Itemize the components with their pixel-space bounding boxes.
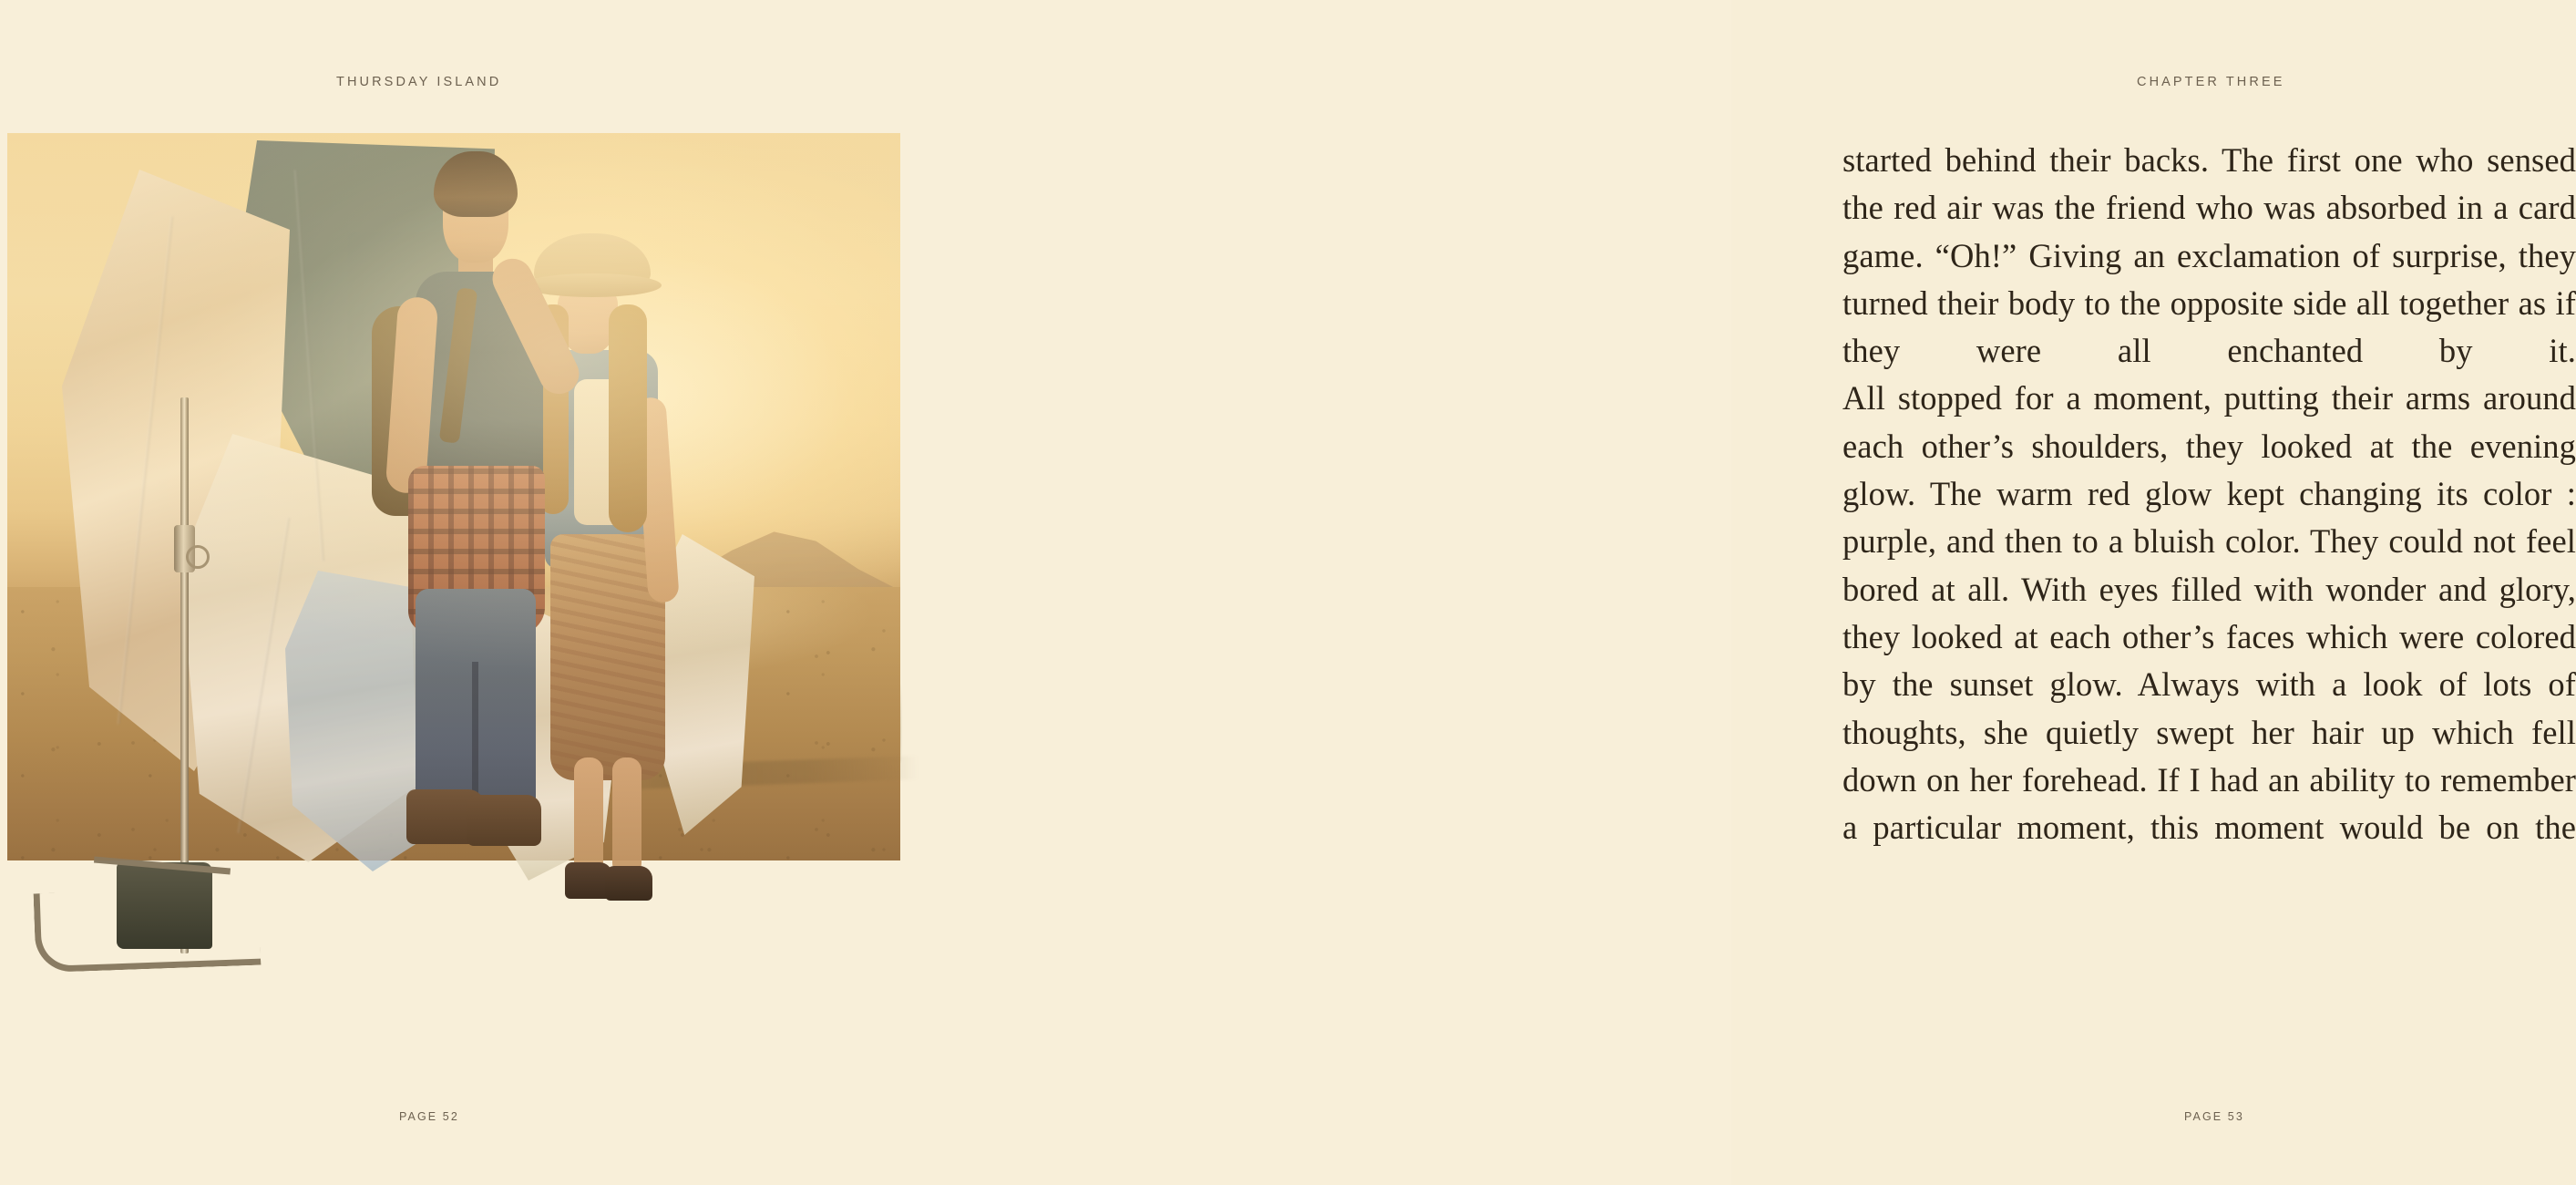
running-head-left: THURSDAY ISLAND (336, 75, 502, 89)
woman-shoe-right (605, 866, 652, 901)
right-page (866, 0, 2576, 1185)
body-paragraph-1: started behind their backs. The first one who sensed the red air was the friend who was absorbed in a card game. “Oh!” Giving an exclamation of surprise, they turned their body to the opposite side all together as if they were all enchanted by it. (1842, 141, 2576, 370)
folio-right: PAGE 53 (2184, 1110, 2244, 1123)
man-boot-right (467, 795, 541, 846)
photo-stand-base (34, 886, 262, 974)
photograph (7, 133, 900, 860)
woman-leg-right (612, 757, 641, 876)
photo-pole-ring (186, 545, 210, 569)
man-hair (434, 151, 518, 217)
photo-figure-man (372, 151, 590, 835)
left-page (0, 0, 866, 1185)
running-head-right: CHAPTER THREE (2137, 75, 2285, 89)
body-text-column (1842, 137, 2576, 851)
woman-hair-strand-right (609, 304, 647, 532)
body-paragraph-2: All stopped for a moment, putting their arms around each other’s shoulders, they looked at the evening glow. The warm red glow kept changing its color : purple, and then to a bluish color. They could not feel bored at all. With eyes filled with wonder and glory, they looked at each other’s faces which were colored by the sunset glow. Always with a look of lots of thoughts, she quietly swept her hair up which fell down on her forehead. If I had an ability to remember a particular moment, this moment would be on the (1842, 379, 2576, 847)
folio-left: PAGE 52 (399, 1110, 459, 1123)
photo-sky (7, 133, 900, 860)
